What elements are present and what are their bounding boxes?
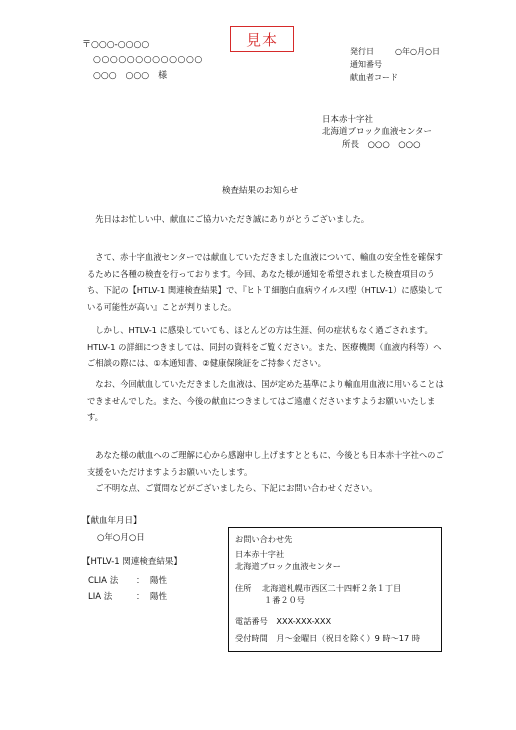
- contact-address-line1: 北海道札幌市西区二十四軒２条１丁目: [262, 583, 402, 593]
- result-row-clia: [88, 576, 167, 587]
- sender-director: 所長 ○○○ ○○○: [342, 140, 421, 150]
- contact-address: [235, 582, 435, 594]
- contact-heading: お問い合わせ先: [235, 534, 293, 544]
- result-separator: ：: [136, 576, 145, 586]
- paragraph-text: 先日はお忙しい中、献血にご協力いただき誠にありがとうございました。: [95, 214, 370, 224]
- result-method: CLIA 法: [88, 576, 119, 586]
- result-value: 陽性: [150, 592, 168, 602]
- contact-hours-value: 月～金曜日（祝日を除く）9 時～17 時: [276, 633, 421, 643]
- paragraph-closing: [87, 447, 447, 497]
- recipient-postal: 〒○○○-○○○○: [82, 40, 150, 50]
- contact-address-label: 住所: [235, 583, 252, 593]
- result-method: LIA 法: [88, 592, 113, 602]
- donation-date-label: 【献血年月日】: [82, 516, 142, 526]
- contact-phone-value: XXX-XXX-XXX: [276, 616, 332, 626]
- issue-date-value: ○年○月○日: [395, 47, 440, 56]
- paragraph-text: ご不明な点、ご質問などがございましたら、下記にお問い合わせください。: [95, 483, 378, 494]
- contact-org: 日本赤十字社: [235, 549, 285, 559]
- paragraph-htlv-info: [87, 322, 447, 372]
- paragraph-thanks: [87, 211, 447, 228]
- notice-number-label: 通知番号: [350, 60, 382, 69]
- recipient-address: ○○○○○○○○○○○○○: [93, 55, 203, 65]
- paragraph-result: [87, 249, 447, 315]
- document-title: 検査結果のお知らせ: [222, 186, 299, 196]
- paragraph-blood-use: [87, 376, 447, 426]
- sample-stamp: 見本: [230, 26, 294, 52]
- contact-phone: [235, 615, 435, 627]
- paragraph-text: あなた様の献血へのご理解に心から感謝申し上げますとともに、今後とも日本赤十字社へのご支援をいただけますようお願いいたします。: [87, 450, 444, 477]
- paragraph-text: なお、今回献血していただきました血液は、国が定めた基準により輸血用血液に用いることはできませんでした。また、今後の献血につきましてはご遠慮くださいますようお願いいたします。: [87, 379, 444, 423]
- paragraph-text: さて、赤十字血液センターでは献血していただきました血液について、輸血の安全性を確保するために各種の検査を行っております。今回、あなた様が通知を希望されました検査項目のうち、下記の【HTLV-1 関連検査結果】で、『ヒトＴ細胞白血病ウイルスⅠ型（HTLV-1）に感染している可能性が高い』ことが判りました。: [87, 252, 443, 312]
- contact-hours: [235, 632, 435, 644]
- donation-code-label: 献血者コード: [350, 73, 398, 82]
- result-row-lia: [88, 592, 167, 603]
- result-separator: ：: [136, 592, 145, 602]
- contact-phone-label: 電話番号: [235, 616, 268, 626]
- sender-center: 北海道ブロック血液センター: [322, 127, 432, 137]
- issue-date-label: 発行日: [350, 47, 374, 56]
- donation-date-value: ○年○月○日: [97, 533, 145, 543]
- result-value: 陽性: [150, 576, 168, 586]
- sender-org: 日本赤十字社: [322, 115, 374, 125]
- results-label: 【HTLV-1 関連検査結果】: [82, 557, 182, 567]
- recipient-name: ○○○ ○○○ 様: [93, 71, 168, 81]
- contact-address-line2: １番２０号: [264, 595, 305, 605]
- contact-hours-label: 受付時間: [235, 633, 268, 643]
- contact-center: 北海道ブロック血液センター: [235, 561, 341, 571]
- contact-box: [228, 527, 442, 652]
- paragraph-text: しかし、HTLV-1 に感染していても、ほとんどの方は生涯、何の症状もなく過ごされます。HTLV-1 の詳細につきましては、同封の資料をご覧ください。また、医療機関（血液内科等）へご相談の際には、①本通知書、②健康保険証をご持参ください。: [87, 325, 442, 369]
